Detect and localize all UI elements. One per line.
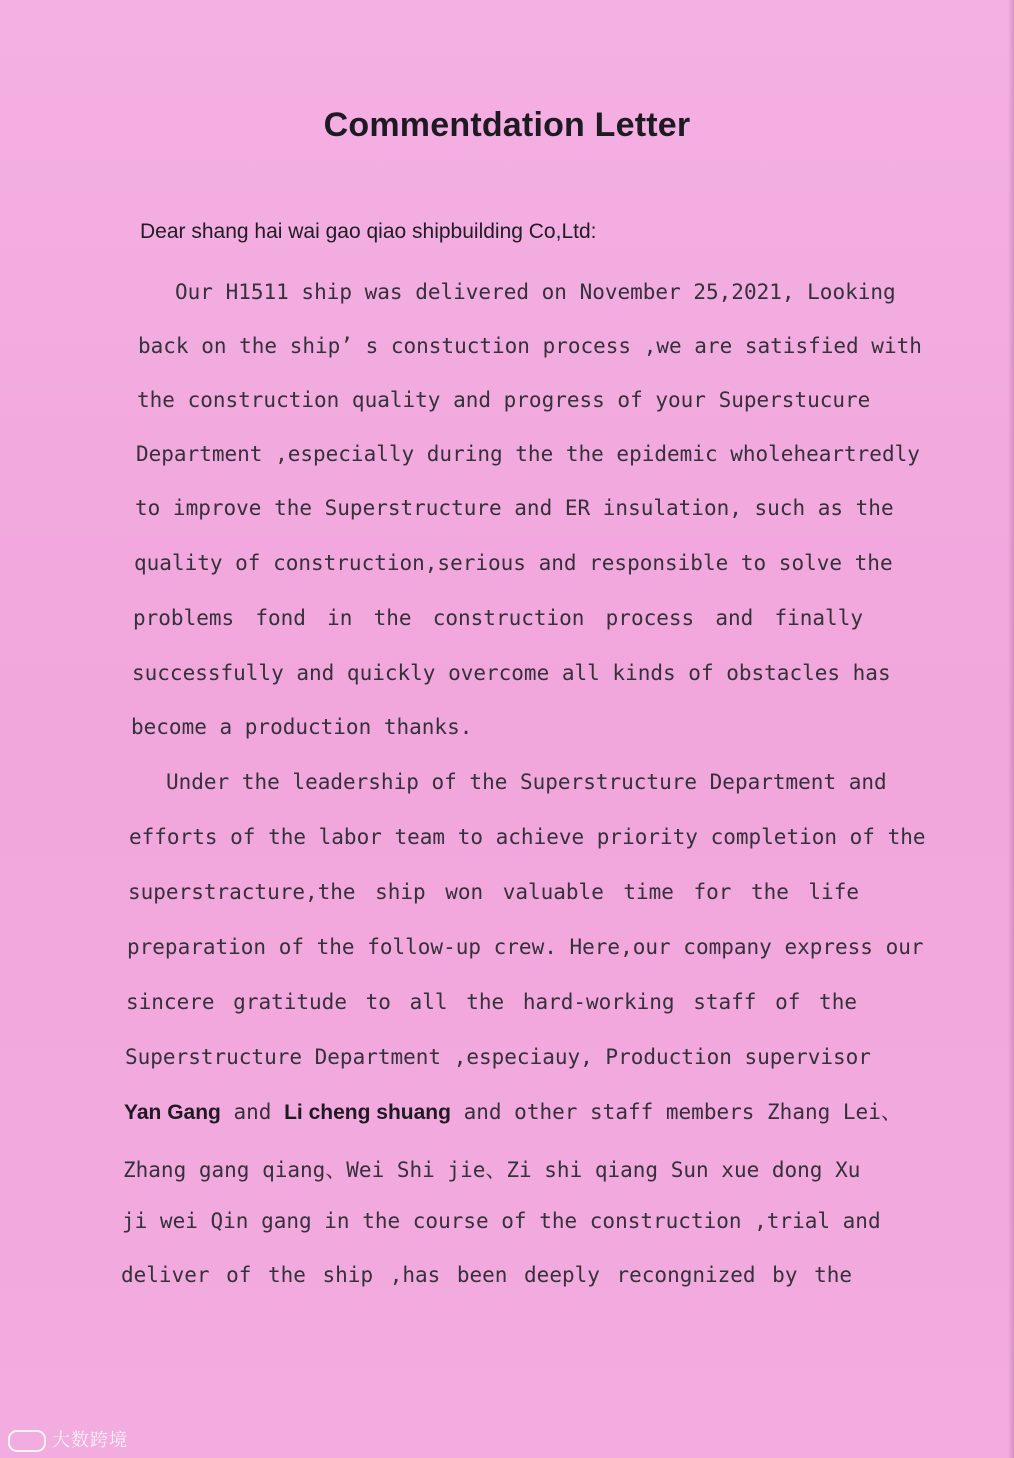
body-line: ji wei Qin gang in the course of the construction ,trial and xyxy=(122,1209,881,1233)
body-line-names xyxy=(124,1096,902,1126)
letter-title: Commentdation Letter xyxy=(323,106,691,144)
conjunction: and xyxy=(233,1100,272,1124)
supervisor-name-1: Yan Gang xyxy=(124,1101,221,1124)
body-line: Under the leadership of the Superstructure Department and xyxy=(166,770,887,794)
body-line: superstracture,the ship won valuable time for the life xyxy=(128,880,859,904)
body-line: problems fond in the construction process and finally xyxy=(133,606,863,630)
body-line: sincere gratitude to all the hard-working staff of the xyxy=(126,990,857,1014)
body-line: Our H1511 ship was delivered on November 25,2021, Looking xyxy=(175,280,896,304)
body-line: Department ,especially during the the epidemic wholeheartredly xyxy=(136,442,920,466)
watermark xyxy=(8,1426,128,1452)
supervisor-name-2: Li cheng shuang xyxy=(284,1101,451,1124)
body-line: deliver of the ship ,has been deeply recongnized by the xyxy=(121,1263,852,1287)
salutation: Dear shang hai wai gao qiao shipbuilding Co,Ltd: xyxy=(140,220,597,243)
body-line: the construction quality and progress of your Superstucure xyxy=(137,388,871,412)
body-line: become a production thanks. xyxy=(131,715,473,739)
body-line: preparation of the follow-up crew. Here,our company express our xyxy=(127,935,924,959)
body-line: quality of construction,serious and responsible to solve the xyxy=(134,551,893,575)
body-line: Zhang gang qiang、Wei Shi jie、Zi shi qiang Sun xue dong Xu xyxy=(123,1158,861,1182)
watermark-text: 大数跨境 xyxy=(52,1430,128,1451)
staff-intro: and other staff members Zhang Lei、 xyxy=(463,1100,902,1124)
body-line: efforts of the labor team to achieve priority completion of the xyxy=(129,825,926,849)
body-line: Superstructure Department ,especiauy, Production supervisor xyxy=(125,1045,871,1069)
body-line: back on the ship’ s constuction process ,we are satisfied with xyxy=(138,334,922,358)
body-line: successfully and quickly overcome all kinds of obstacles has xyxy=(132,661,891,685)
page-edge-shadow xyxy=(1008,0,1014,1458)
body-line: to improve the Superstructure and ER insulation, such as the xyxy=(135,496,894,520)
watermark-logo-icon xyxy=(8,1430,46,1452)
